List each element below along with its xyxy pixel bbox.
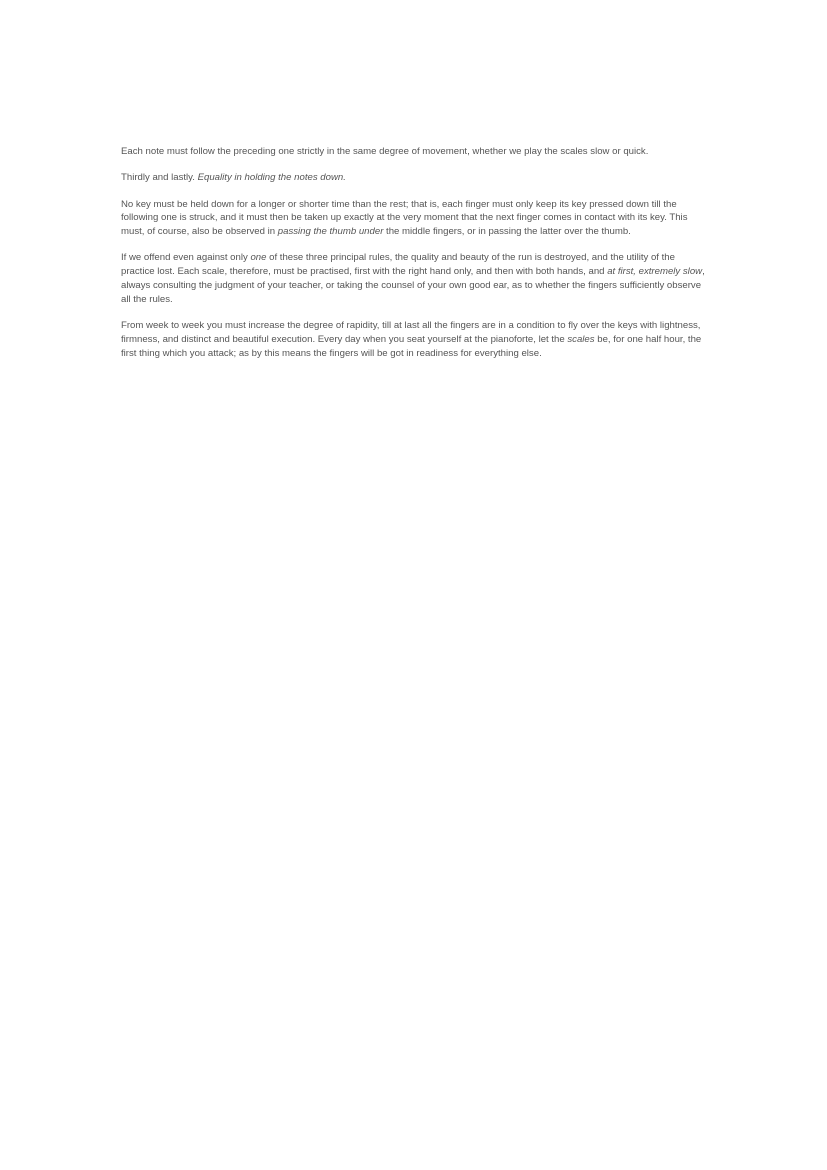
paragraph-3-emphasis: passing the thumb under [277,226,384,238]
paragraph-4-emphasis-1: one [250,252,267,264]
paragraph-5-emphasis: scales [567,333,595,345]
paragraph-2 [121,171,706,185]
body-text [121,145,706,373]
paragraph-4-emphasis-2: at first, extremely slow [607,266,703,278]
paragraph-4-part-c: , always consulting the judgment of your teacher, or taking the counsel of your own good ear, as to whether the fingers sufficiently observe all the rules. [121,266,705,305]
paragraph-4-part-b: of these three principal rules, the quality and beauty of the run is destroyed, and the utility of the practice lost. Each scale, therefore, must be practised, first with the right hand only, and then with both hands, and [121,252,675,278]
paragraph-4-part-a: If we offend even against only [121,252,251,264]
paragraph-3 [121,198,706,239]
paragraph-1 [121,145,706,159]
paragraph-5-part-b: be, for one half hour, the first thing which you attack; as by this means the fingers will be got in readiness for everything else. [121,333,702,359]
paragraph-1-text: Each note must follow the preceding one strictly in the same degree of movement, whether we play the scales slow or quick. [121,146,649,157]
paragraph-4 [121,251,706,306]
paragraph-2-emphasis: Equality in holding the notes down. [197,172,346,184]
paragraph-5-part-a: From week to week you must increase the degree of rapidity, till at last all the fingers are in a condition to fly over the keys with lightness, firmness, and distinct and beautiful execution. Every day when you seat yourself at the pianoforte, let the [121,320,701,345]
paragraph-3-part-a: No key must be held down for a longer or shorter time than the rest; that is, each finger must only keep its key pressed down till the following one is struck, and it must then be taken up exactly at the very moment that the next finger comes in contact with its key. This must, of course, also be observed in [121,198,688,238]
paragraph-2-lead: Thirdly and lastly. [121,172,198,184]
paragraph-3-part-b: the middle fingers, or in passing the latter over the thumb. [383,226,631,238]
paragraph-5 [121,319,706,360]
